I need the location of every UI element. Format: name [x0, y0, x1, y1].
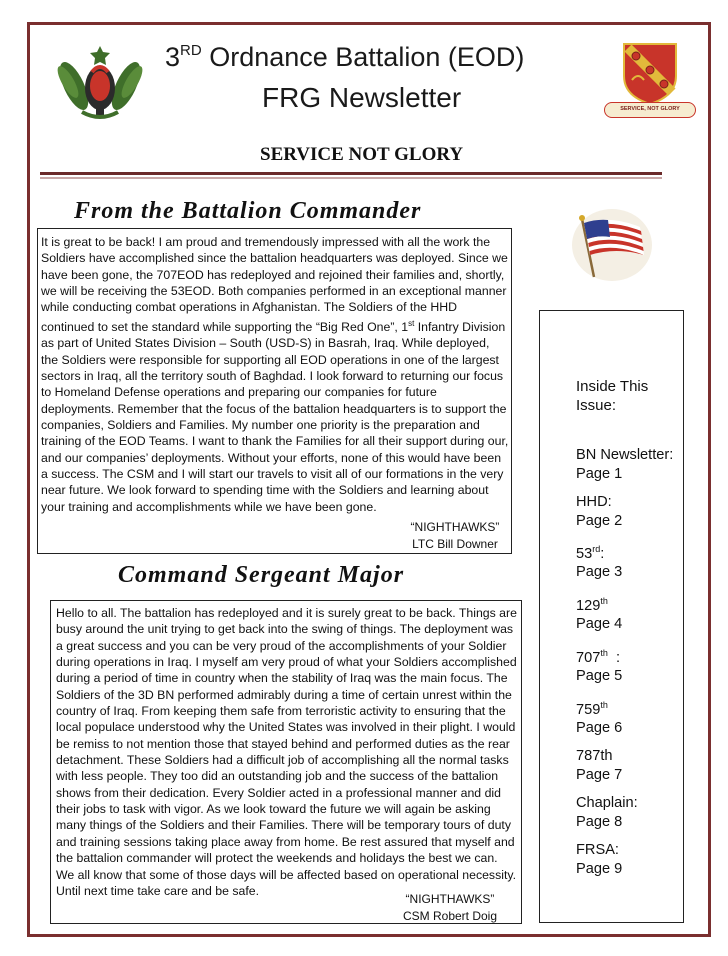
toc-item — [576, 696, 680, 738]
toc-item-label: Chaplain: — [576, 795, 638, 812]
toc-item-suffix: : — [607, 649, 621, 666]
toc-item-page: Page 4 — [576, 616, 623, 633]
eod-badge-logo — [52, 42, 148, 122]
toc-item-sup: rd — [592, 544, 601, 554]
toc-item-page: Page 8 — [576, 813, 623, 830]
american-flag-icon — [570, 205, 654, 283]
battalion-crest-logo — [602, 40, 698, 122]
inside-this-issue-sidebar — [539, 310, 684, 923]
toc-item-page: Page 1 — [576, 465, 623, 482]
toc-item — [576, 841, 680, 878]
toc-item — [576, 493, 680, 530]
header-divider-shadow — [40, 177, 662, 179]
newsletter-title: 3RD Ordnance Battalion (EOD) — [165, 42, 525, 72]
toc-item-label: BN Newsletter: — [576, 447, 674, 463]
toc-item-label: FRSA: — [576, 842, 619, 859]
header-divider — [40, 172, 662, 175]
toc-item-suffix: : — [600, 545, 605, 562]
toc-item — [576, 747, 680, 784]
toc-item-sup: th — [600, 699, 608, 710]
toc-item — [576, 794, 680, 831]
toc-item-page: Page 6 — [576, 719, 623, 736]
csm-article — [50, 600, 522, 924]
toc-item-label: 759 — [576, 701, 601, 718]
toc-item-sup: th — [600, 647, 608, 658]
csm-heading: Command Sergeant Major — [118, 562, 405, 588]
toc-item — [576, 540, 680, 582]
toc-list — [576, 446, 680, 888]
commander-sig-name: LTC Bill Downer — [412, 537, 498, 551]
commander-signature — [400, 519, 510, 553]
toc-item-sup: th — [600, 595, 608, 606]
toc-item-page: Page 9 — [576, 860, 623, 877]
toc-item-label: 53 — [576, 545, 593, 562]
csm-signature — [395, 891, 505, 925]
commander-article-text: It is great to be back! I am proud and tremendously impressed with all the work the Soldiers have accomplished since the battalion headquarters was deployed. Since we have been gone, the 707EOD has redeployed and rejoined their families and, shortly, we will be receiving the 53EOD. Both companies performed in an exceptional manner while conducting combat operations in Afghanistan. The Soldiers of the HHD continued to set the standard while supporting the “Big Red One”, 1st Infantry Division as part of United States Division – South (USD-S) in Basrah, Iraq. While deployed, the Soldiers were responsible for supporting all EOD operations in one of the largest sectors in Iraq, all the territory south of Baghdad. I look forward to returning our focus to Homeland Defense operations and preparing our companies for future deployments. Remember that the focus of the battalion headquarters is to support the companies, Soldiers and Families. My number one priority is the preparation and training of the EOD Teams. I want to thank the Families for all their support during our, and our companies’ deployments. Without your efforts, none of this would have been a success. The CSM and I will start our travels to visit all of our formations in the very near future. We look forward to spending time with the Soldiers and learning about your training and accomplishments while we have been gone. — [41, 235, 509, 514]
commander-article — [37, 228, 512, 554]
commander-heading: From the Battalion Commander — [74, 198, 422, 224]
toc-item-label: 707 — [576, 649, 601, 666]
toc-item — [576, 644, 680, 686]
toc-item — [576, 592, 680, 634]
toc-item-label: 129 — [576, 597, 601, 614]
toc-item-page: Page 5 — [576, 668, 623, 685]
toc-title: Inside This Issue: — [576, 378, 649, 414]
toc-item-page: Page 3 — [576, 564, 623, 581]
toc-item-page: Page 7 — [576, 766, 623, 783]
toc-item-page: Page 2 — [576, 512, 623, 529]
csm-sig-name: CSM Robert Doig — [402, 909, 498, 923]
newsletter-subtitle: FRG Newsletter — [262, 82, 462, 113]
commander-sig-nickname: “NIGHTHAWKS” — [410, 520, 500, 534]
toc-item-label: 787th — [576, 748, 613, 765]
crest-motto: SERVICE, NOT GLORY — [620, 106, 680, 112]
toc-item-label: HHD: — [576, 494, 612, 510]
motto: SERVICE NOT GLORY — [260, 144, 464, 165]
csm-article-text: Hello to all. The battalion has redeployed and it is surely great to be back. Things are busy around the unit trying to get back into the swing of things. The deployment was a great success and you can be very proud of the accomplishments of your Soldier during operations in Iraq. I myself am very proud of what your Soldiers accomplished during a period of time in country when the stability of Iraq was the main focus. The Soldiers of the 3D BN performed admirably during a time of certain unrest within the country of Iraq. From keeping them safe from terroristic activity to ensuring that the local populace understood why the United States was involved in their plight. I would be remiss to not mention those that stayed behind and performed duties as the rear detachment. These Soldiers had a difficult job of accomplishing all the normal tasks with less people. They too did an outstanding job and the success of the battalion shows from their dedication. Every Soldier acted in a professional manner and did their jobs to task with vigor. As we look toward the future we will again be asking many things of the Soldiers and their Families. There will be temporary tours of duty and training sessions taking place away from home. Be rest assured that myself and the battalion commander will protect the weekends and holidays the best we can. We all know that some of those days will be affected based on operational necessity. Until next time take care and be safe. — [56, 606, 517, 898]
toc-item — [576, 446, 680, 483]
csm-sig-nickname: “NIGHTHAWKS” — [405, 892, 495, 906]
